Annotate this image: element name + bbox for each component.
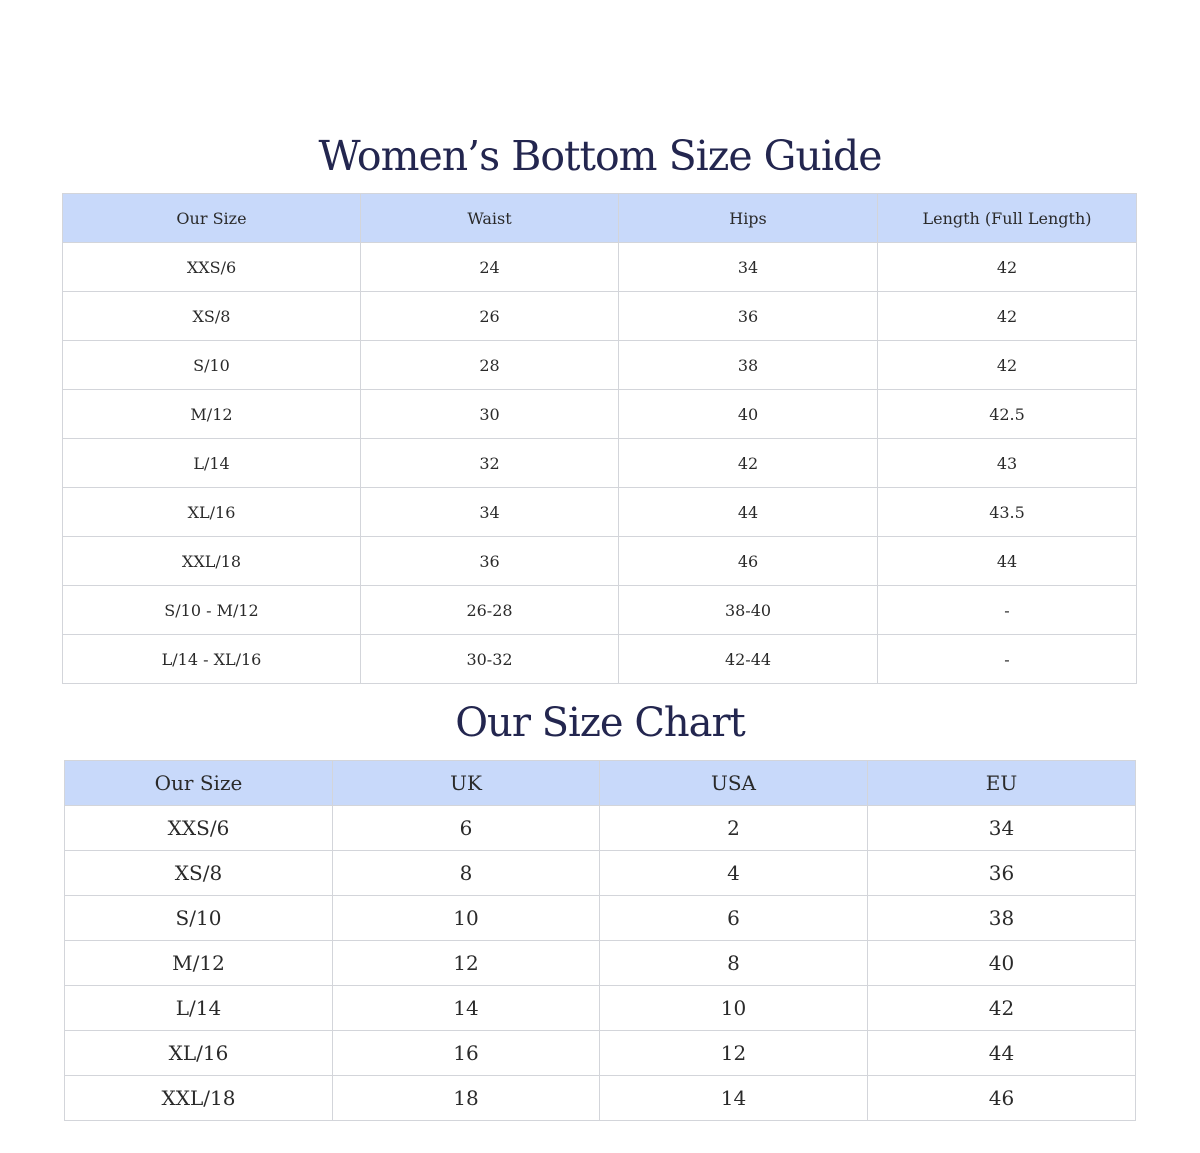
table-cell: 34 bbox=[619, 243, 878, 292]
table-cell: 8 bbox=[600, 941, 868, 986]
table-cell: 42-44 bbox=[619, 635, 878, 684]
table-row bbox=[63, 635, 1137, 684]
table-row bbox=[65, 941, 1136, 986]
table-row bbox=[63, 243, 1137, 292]
table-cell: 38-40 bbox=[619, 586, 878, 635]
table-cell: 14 bbox=[600, 1076, 868, 1121]
table-cell: 4 bbox=[600, 851, 868, 896]
table-cell: XXS/6 bbox=[63, 243, 361, 292]
size-chart-header-row bbox=[65, 761, 1136, 806]
table-cell: 12 bbox=[600, 1031, 868, 1076]
table-cell: XL/16 bbox=[65, 1031, 333, 1076]
table-cell: 38 bbox=[619, 341, 878, 390]
table-cell: M/12 bbox=[65, 941, 333, 986]
table-cell: 26 bbox=[361, 292, 619, 341]
table-cell: 36 bbox=[868, 851, 1136, 896]
size-guide-header-row bbox=[63, 194, 1137, 243]
table-cell: XXS/6 bbox=[65, 806, 333, 851]
table-row bbox=[63, 439, 1137, 488]
table-cell: 6 bbox=[333, 806, 600, 851]
table-row bbox=[63, 390, 1137, 439]
table-cell: 46 bbox=[868, 1076, 1136, 1121]
table-cell: L/14 bbox=[63, 439, 361, 488]
table-cell: XXL/18 bbox=[63, 537, 361, 586]
table-cell: 42 bbox=[868, 986, 1136, 1031]
table-cell: 46 bbox=[619, 537, 878, 586]
size-chart-header-cell: Our Size bbox=[65, 761, 333, 806]
table-cell: 40 bbox=[619, 390, 878, 439]
table-cell: 44 bbox=[868, 1031, 1136, 1076]
table-cell: 6 bbox=[600, 896, 868, 941]
table-cell: 24 bbox=[361, 243, 619, 292]
table-cell: 36 bbox=[361, 537, 619, 586]
table-row bbox=[63, 586, 1137, 635]
table-cell: 12 bbox=[333, 941, 600, 986]
table-cell: S/10 bbox=[65, 896, 333, 941]
table-cell: - bbox=[878, 586, 1137, 635]
table-row bbox=[63, 488, 1137, 537]
table-cell: 34 bbox=[361, 488, 619, 537]
size-chart-header-cell: EU bbox=[868, 761, 1136, 806]
table-cell: 43.5 bbox=[878, 488, 1137, 537]
table-row bbox=[63, 341, 1137, 390]
size-chart-table bbox=[64, 760, 1136, 1121]
table-row bbox=[65, 851, 1136, 896]
size-guide-header-cell: Our Size bbox=[63, 194, 361, 243]
table-cell: S/10 bbox=[63, 341, 361, 390]
table-cell: 10 bbox=[333, 896, 600, 941]
table-row bbox=[63, 537, 1137, 586]
table-cell: 16 bbox=[333, 1031, 600, 1076]
table-row bbox=[65, 896, 1136, 941]
size-guide-header-cell: Hips bbox=[619, 194, 878, 243]
table-cell: 8 bbox=[333, 851, 600, 896]
table-cell: 42 bbox=[619, 439, 878, 488]
table-cell: S/10 - M/12 bbox=[63, 586, 361, 635]
table-cell: 18 bbox=[333, 1076, 600, 1121]
size-chart-title: Our Size Chart bbox=[455, 700, 745, 746]
table-row bbox=[65, 986, 1136, 1031]
table-cell: M/12 bbox=[63, 390, 361, 439]
table-cell: 26-28 bbox=[361, 586, 619, 635]
table-cell: L/14 bbox=[65, 986, 333, 1031]
table-cell: 43 bbox=[878, 439, 1137, 488]
table-cell: 30-32 bbox=[361, 635, 619, 684]
table-cell: 28 bbox=[361, 341, 619, 390]
table-row bbox=[65, 1031, 1136, 1076]
table-cell: 32 bbox=[361, 439, 619, 488]
size-guide-title: Women’s Bottom Size Guide bbox=[318, 132, 882, 180]
size-guide-header-cell: Waist bbox=[361, 194, 619, 243]
size-chart-header-cell: UK bbox=[333, 761, 600, 806]
table-cell: 42.5 bbox=[878, 390, 1137, 439]
table-cell: XL/16 bbox=[63, 488, 361, 537]
table-cell: 42 bbox=[878, 341, 1137, 390]
table-cell: 38 bbox=[868, 896, 1136, 941]
table-row bbox=[63, 292, 1137, 341]
table-row bbox=[65, 806, 1136, 851]
table-cell: XXL/18 bbox=[65, 1076, 333, 1121]
table-cell: XS/8 bbox=[65, 851, 333, 896]
table-cell: 34 bbox=[868, 806, 1136, 851]
table-cell: 44 bbox=[878, 537, 1137, 586]
table-cell: L/14 - XL/16 bbox=[63, 635, 361, 684]
table-cell: 44 bbox=[619, 488, 878, 537]
size-chart-header-cell: USA bbox=[600, 761, 868, 806]
table-cell: 10 bbox=[600, 986, 868, 1031]
table-cell: XS/8 bbox=[63, 292, 361, 341]
table-cell: 40 bbox=[868, 941, 1136, 986]
table-cell: 14 bbox=[333, 986, 600, 1031]
table-cell: - bbox=[878, 635, 1137, 684]
table-cell: 36 bbox=[619, 292, 878, 341]
table-cell: 30 bbox=[361, 390, 619, 439]
table-cell: 2 bbox=[600, 806, 868, 851]
table-cell: 42 bbox=[878, 292, 1137, 341]
table-row bbox=[65, 1076, 1136, 1121]
size-guide-table bbox=[62, 193, 1137, 684]
size-guide-header-cell: Length (Full Length) bbox=[878, 194, 1137, 243]
table-cell: 42 bbox=[878, 243, 1137, 292]
